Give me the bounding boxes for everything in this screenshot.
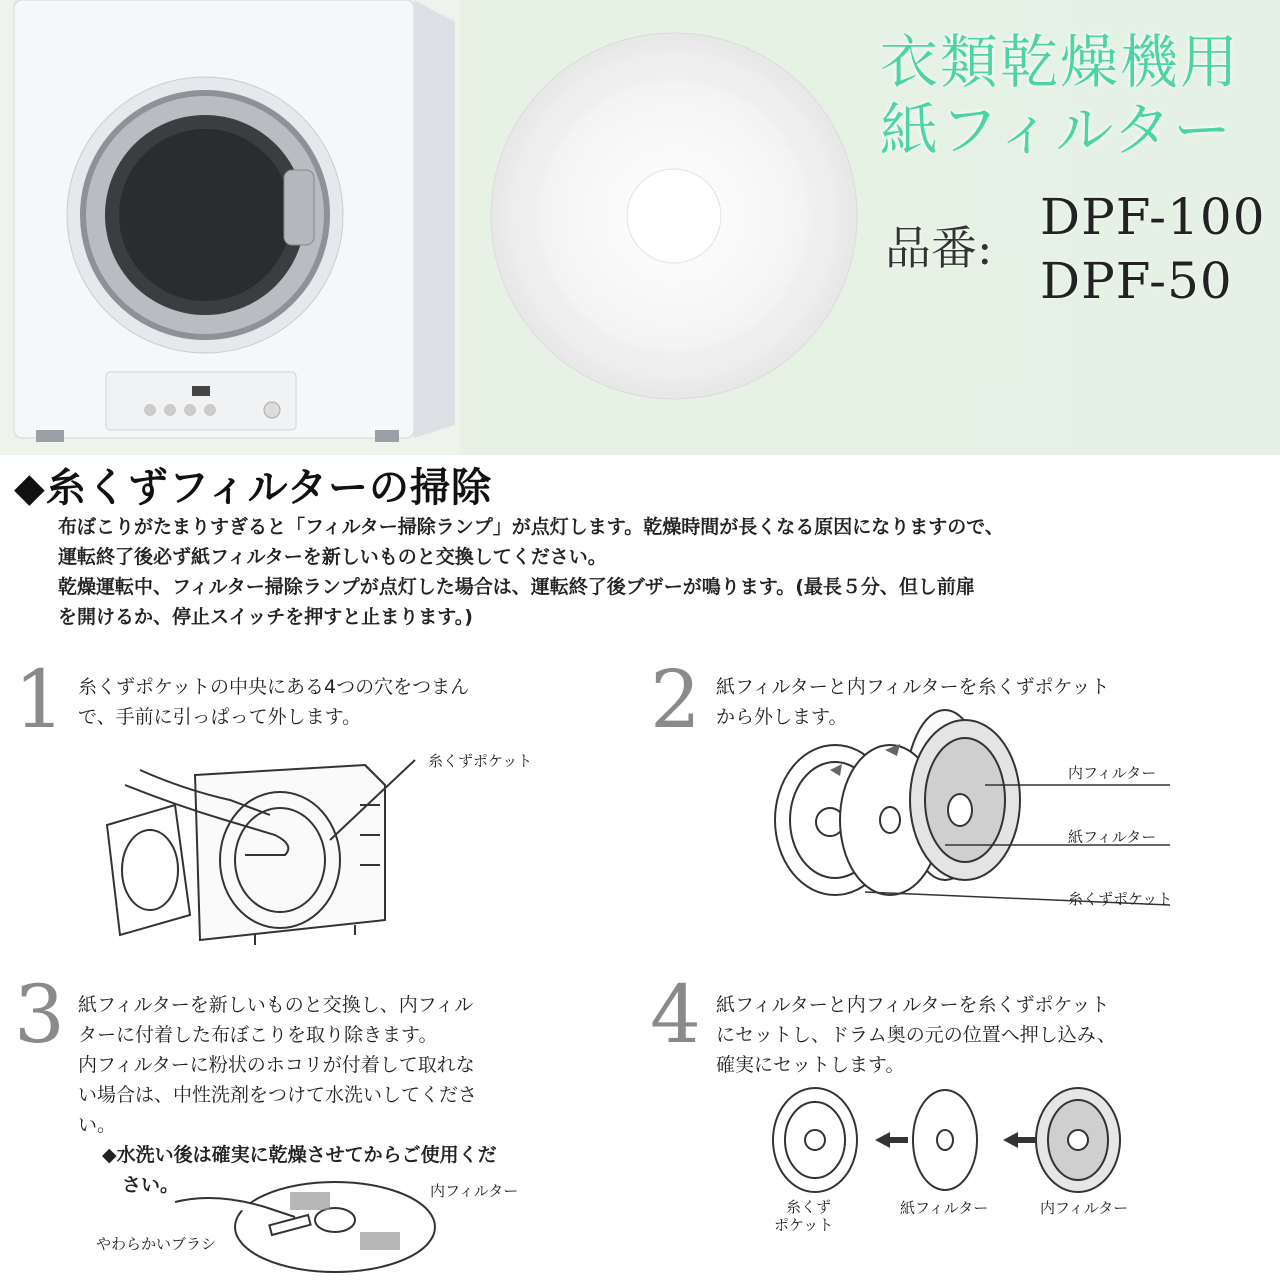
model-number-1: DPF-100 <box>1040 188 1266 246</box>
lint-label-line1: 糸くず <box>786 1198 832 1216</box>
intro-line: 乾燥運転中、フィルター掃除ランプが点灯した場合は、運転終了後ブザーが鳴ります。(最長５分、但し前扉 <box>58 576 975 598</box>
step-4-text <box>716 990 1256 1080</box>
inner-filter-label: 内フィルター <box>430 1182 519 1200</box>
step-3-line: ターに付着した布ぼこりを取り除きます。 <box>78 1024 438 1046</box>
inner-filter-label: 内フィルター <box>1068 764 1157 782</box>
intro-line: 布ぼこりがたまりすぎると「フィルター掃除ランプ」が点灯します。乾燥時間が長くなる原因になりますので、 <box>58 516 1004 538</box>
intro-text <box>58 512 1268 632</box>
step-2-line: 紙フィルターと内フィルターを糸くずポケット <box>716 676 1110 698</box>
product-title-line1: 衣類乾燥機用 <box>880 28 1241 96</box>
step-4-line: 確実にセットします。 <box>716 1054 905 1076</box>
step-3-note: ◆水洗い後は確実に乾燥させてからご使用くだ <box>102 1144 497 1166</box>
intro-line: 運転終了後必ず紙フィルターを新しいものと交換してください。 <box>58 546 607 568</box>
inner-filter-label: 内フィルター <box>1040 1199 1129 1217</box>
product-title <box>880 28 1260 164</box>
step-3-brush-diagram <box>175 1172 435 1272</box>
paper-filter-disc-image <box>488 28 868 408</box>
product-hero-banner <box>0 0 1280 455</box>
step-1-illustration <box>105 745 435 945</box>
intro-line: を開けるか、停止スイッチを押すと止まります。) <box>58 606 473 628</box>
step-3-note: さい。 <box>122 1174 180 1196</box>
paper-filter-label: 紙フィルター <box>900 1199 989 1217</box>
clothes-dryer-image <box>0 0 460 455</box>
step-3-number: 3 <box>14 968 65 1061</box>
model-number-2: DPF-50 <box>1040 252 1233 310</box>
step-4-assembly-diagram <box>770 1085 1140 1195</box>
step-2-text <box>716 672 1256 732</box>
product-title-line2: 紙フィルター <box>880 96 1234 164</box>
step-1-line: 糸くずポケットの中央にある4つの穴をつまん <box>78 676 470 698</box>
lint-pocket-label: 糸くずポケット <box>428 752 533 770</box>
step-3-line: い場合は、中性洗剤をつけて水洗いしてくださ <box>78 1084 478 1106</box>
step-3-line: 紙フィルターを新しいものと交換し、内フィル <box>78 994 474 1016</box>
soft-brush-label: やわらかいブラシ <box>96 1235 217 1253</box>
lint-label-line2: ポケット <box>774 1216 834 1234</box>
paper-filter-label: 紙フィルター <box>1068 828 1157 846</box>
step-2-line: から外します。 <box>716 706 848 728</box>
model-number-label: 品番: <box>885 221 993 275</box>
step-1-text <box>78 672 618 732</box>
step-1-number: 1 <box>14 653 65 746</box>
section-title: ◆糸くずフィルターの掃除 <box>14 465 492 511</box>
step-4-line: 紙フィルターと内フィルターを糸くずポケット <box>716 994 1110 1016</box>
step-1-line: で、手前に引っぱって外します。 <box>78 706 362 728</box>
step-3-line: 内フィルターに粉状のホコリが付着して取れな <box>78 1054 475 1076</box>
step-3-text <box>78 990 638 1200</box>
step-2-number: 2 <box>650 653 701 746</box>
step-3-line: い。 <box>78 1114 117 1136</box>
lint-pocket-label: 糸くずポケット <box>1068 890 1173 908</box>
step-4-number: 4 <box>650 968 701 1061</box>
step-4-line: にセットし、ドラム奥の元の位置へ押し込み、 <box>716 1024 1116 1046</box>
